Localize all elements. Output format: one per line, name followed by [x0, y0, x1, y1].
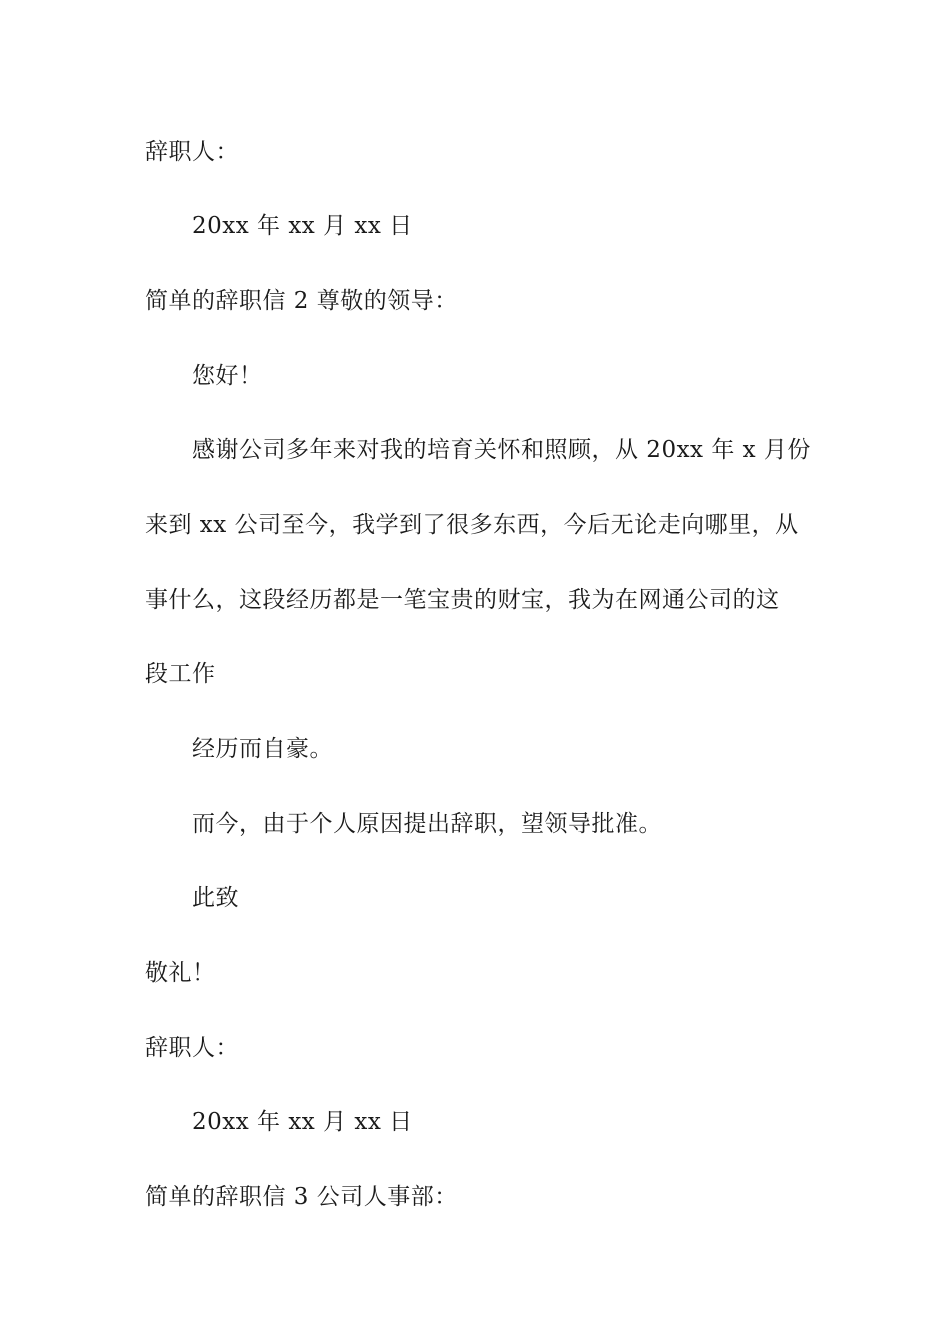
body-paragraph-line: 事什么，这段经历都是一笔宝贵的财宝，我为在网通公司的这 [145, 587, 780, 613]
body-paragraph-line: 经历而自豪。 [192, 736, 333, 762]
letter-heading-2: 简单的辞职信 2 尊敬的领导： [145, 288, 458, 314]
body-paragraph-line: 来到 xx 公司至今，我学到了很多东西，今后无论走向哪里，从 [145, 512, 799, 538]
closing-salutation: 此致 [192, 885, 239, 911]
body-paragraph-line: 而今，由于个人原因提出辞职，望领导批准。 [192, 811, 662, 837]
body-paragraph-line: 感谢公司多年来对我的培育关怀和照顾，从 20xx 年 x 月份 [192, 437, 811, 463]
body-paragraph-line: 段工作 [145, 661, 216, 687]
closing-regards: 敬礼！ [145, 960, 216, 986]
greeting: 您好！ [192, 363, 263, 389]
resigner-label: 辞职人： [145, 139, 239, 165]
resigner-label: 辞职人： [145, 1035, 239, 1061]
letter-heading-3: 简单的辞职信 3 公司人事部： [145, 1184, 458, 1210]
date-line: 20xx 年 xx 月 xx 日 [192, 213, 413, 239]
date-line: 20xx 年 xx 月 xx 日 [192, 1109, 413, 1135]
